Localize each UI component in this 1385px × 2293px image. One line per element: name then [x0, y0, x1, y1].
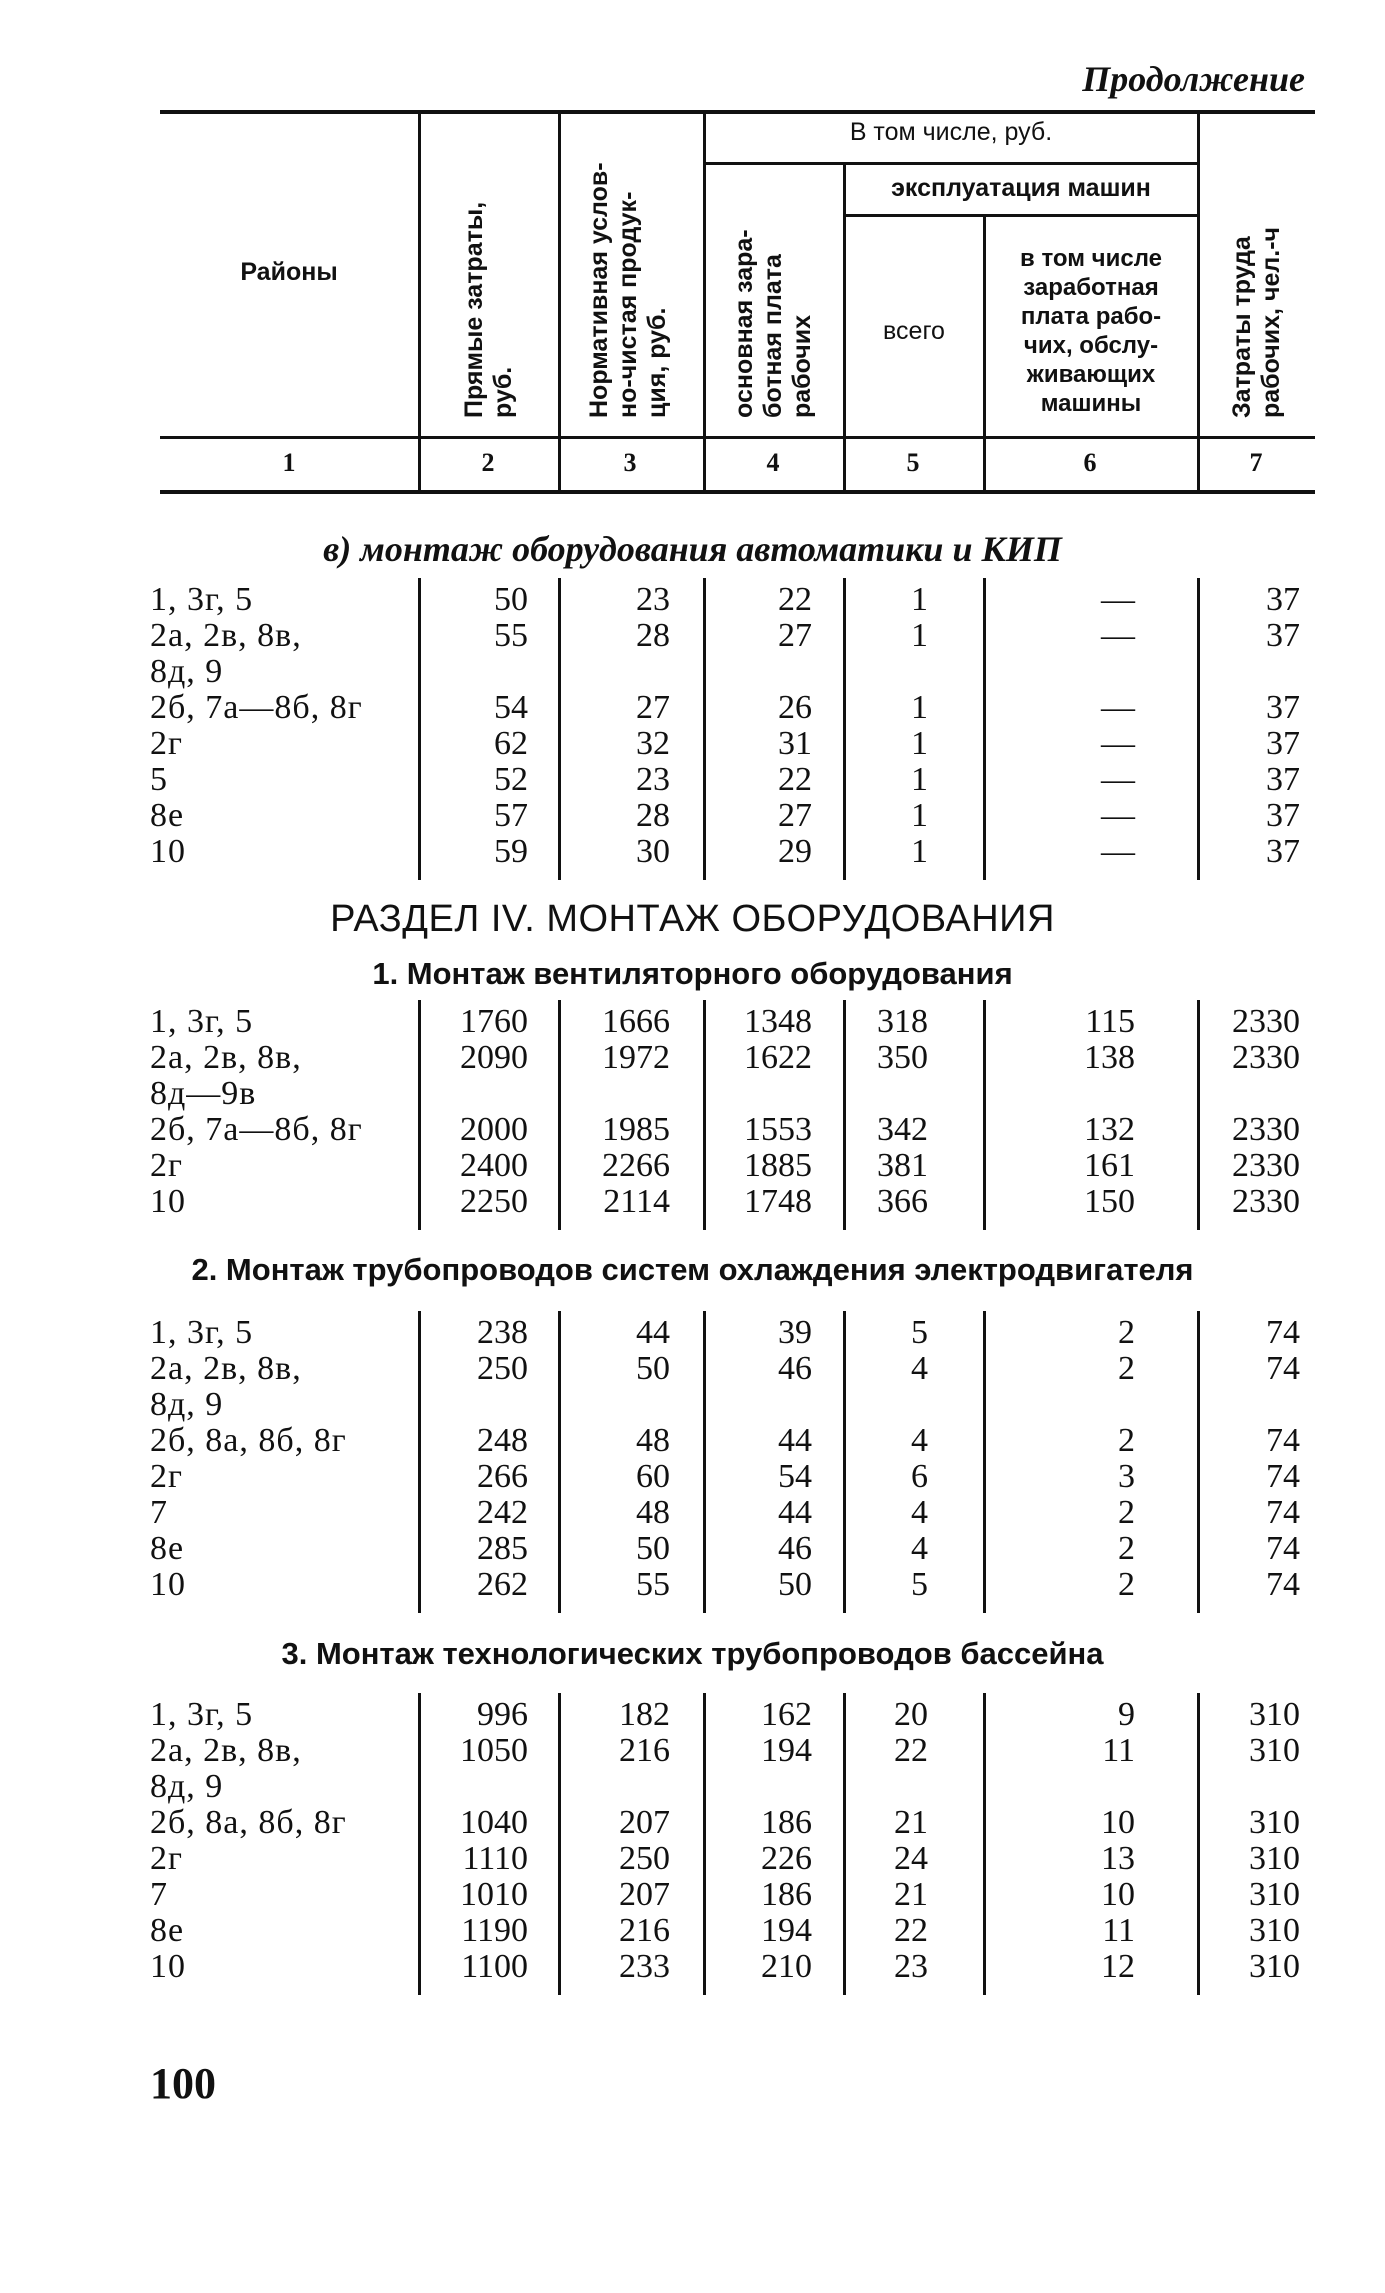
value-cell-col-7: 2330 [1232, 1147, 1300, 1184]
region-cell: 8д, 9 [150, 653, 224, 690]
value-cell-col-2: 50 [494, 581, 528, 618]
value-cell-col-7: 37 [1266, 581, 1300, 618]
value-cell-col-7: 74 [1266, 1350, 1300, 1387]
value-cell-col-4: 1622 [744, 1039, 812, 1076]
region-cell: 5 [150, 761, 168, 798]
value-cell-col-2: 248 [477, 1422, 528, 1459]
value-cell-col-3: 55 [636, 1566, 670, 1603]
value-cell-col-7: 2330 [1232, 1003, 1300, 1040]
table-row [0, 1877, 1385, 1913]
value-cell-col-6: 2 [1118, 1530, 1135, 1567]
value-cell-col-2: 262 [477, 1566, 528, 1603]
machine-op-rule [845, 214, 1197, 217]
value-cell-col-7: 2330 [1232, 1039, 1300, 1076]
column-number-1: 1 [282, 448, 296, 477]
column-number-4: 4 [766, 448, 780, 477]
value-cell-col-3: 60 [636, 1458, 670, 1495]
value-cell-col-5: 4 [911, 1530, 928, 1567]
value-cell-col-6: 161 [1084, 1147, 1135, 1184]
table-row [0, 1567, 1385, 1603]
header-vline-6 [1197, 112, 1200, 490]
region-cell: 2г [150, 725, 183, 762]
header-basic-wages: основная зара- ботная плата рабочих [730, 229, 816, 418]
value-cell-col-5: 1 [911, 761, 928, 798]
value-cell-col-4: 26 [778, 689, 812, 726]
value-cell-col-2: 2090 [460, 1039, 528, 1076]
region-cell: 2а, 2в, 8в, [150, 1732, 302, 1769]
value-cell-col-6: 2 [1118, 1494, 1135, 1531]
section-title-automation: в) монтаж оборудования автоматики и КИП [323, 529, 1062, 569]
section-title-pool-pipes: 3. Монтаж технологических трубопроводов бассейна [281, 1636, 1104, 1671]
region-cell: 8е [150, 1912, 185, 1949]
header-machine-operation: эксплуатация машин [891, 174, 1151, 202]
value-cell-col-6: 132 [1084, 1111, 1135, 1148]
table-row [0, 1423, 1385, 1459]
value-cell-col-3: 32 [636, 725, 670, 762]
region-cell: 2б, 7а—8б, 8г [150, 689, 363, 726]
column-number-7: 7 [1249, 448, 1263, 477]
value-cell-col-2: 1760 [460, 1003, 528, 1040]
value-cell-col-3: 1985 [602, 1111, 670, 1148]
value-cell-col-5: 4 [911, 1494, 928, 1531]
table-row [0, 726, 1385, 762]
section-title-cooling-pipes: 2. Монтаж трубопроводов систем охлаждения электродвигателя [191, 1252, 1194, 1287]
value-cell-col-2: 996 [477, 1696, 528, 1733]
region-cell: 8д, 9 [150, 1768, 224, 1805]
value-cell-col-4: 50 [778, 1566, 812, 1603]
value-cell-col-7: 310 [1249, 1696, 1300, 1733]
value-cell-col-4: 29 [778, 833, 812, 870]
value-cell-col-5: 1 [911, 797, 928, 834]
region-cell: 2г [150, 1458, 183, 1495]
table-row [0, 1913, 1385, 1949]
value-cell-col-3: 2114 [603, 1183, 670, 1220]
value-cell-col-2: 54 [494, 689, 528, 726]
value-cell-col-6: 2 [1118, 1422, 1135, 1459]
page-number: 100 [150, 2059, 216, 2108]
region-cell: 8д, 9 [150, 1386, 224, 1423]
value-cell-col-4: 54 [778, 1458, 812, 1495]
value-cell-col-2: 266 [477, 1458, 528, 1495]
table-row [0, 1495, 1385, 1531]
table-row [0, 834, 1385, 870]
value-cell-col-2: 2250 [460, 1183, 528, 1220]
value-cell-col-4: 27 [778, 617, 812, 654]
region-cell: 10 [150, 1566, 186, 1603]
table-row [0, 1733, 1385, 1769]
value-cell-col-3: 1972 [602, 1039, 670, 1076]
value-cell-col-2: 62 [494, 725, 528, 762]
section-title-ventilation: 1. Монтаж вентиляторного оборудования [372, 956, 1013, 991]
value-cell-col-6: — [1101, 617, 1135, 654]
value-cell-col-7: 310 [1249, 1804, 1300, 1841]
region-cell: 2б, 8а, 8б, 8г [150, 1422, 347, 1459]
value-cell-col-4: 44 [778, 1422, 812, 1459]
value-cell-col-6: — [1101, 833, 1135, 870]
column-number-3: 3 [623, 448, 637, 477]
value-cell-col-6: — [1101, 725, 1135, 762]
header-direct-costs: Прямые затраты, руб. [460, 201, 517, 418]
value-cell-col-7: 74 [1266, 1494, 1300, 1531]
value-cell-col-2: 1110 [462, 1840, 528, 1877]
value-cell-col-2: 242 [477, 1494, 528, 1531]
value-cell-col-5: 350 [877, 1039, 928, 1076]
table-row [0, 1531, 1385, 1567]
header-vline-2 [558, 112, 561, 490]
region-cell: 8е [150, 797, 185, 834]
value-cell-col-4: 22 [778, 581, 812, 618]
table-row [0, 1769, 1385, 1805]
column-number-5: 5 [906, 448, 920, 477]
header-regions: Районы [240, 258, 338, 286]
value-cell-col-5: 6 [911, 1458, 928, 1495]
value-cell-col-3: 2266 [602, 1147, 670, 1184]
value-cell-col-5: 381 [877, 1147, 928, 1184]
value-cell-col-5: 21 [894, 1876, 928, 1913]
value-cell-col-7: 74 [1266, 1458, 1300, 1495]
value-cell-col-6: 2 [1118, 1314, 1135, 1351]
value-cell-col-3: 23 [636, 761, 670, 798]
value-cell-col-3: 50 [636, 1530, 670, 1567]
table-row [0, 654, 1385, 690]
header-top-rule [160, 110, 1315, 114]
table-row [0, 1112, 1385, 1148]
value-cell-col-5: 20 [894, 1696, 928, 1733]
value-cell-col-4: 186 [761, 1876, 812, 1913]
header-vline-3 [703, 112, 706, 490]
value-cell-col-5: 4 [911, 1422, 928, 1459]
value-cell-col-4: 210 [761, 1948, 812, 1985]
value-cell-col-5: 1 [911, 833, 928, 870]
value-cell-col-2: 1100 [461, 1948, 528, 1985]
value-cell-col-3: 28 [636, 617, 670, 654]
value-cell-col-4: 1348 [744, 1003, 812, 1040]
value-cell-col-6: — [1101, 761, 1135, 798]
value-cell-col-6: 3 [1118, 1458, 1135, 1495]
table-row [0, 1351, 1385, 1387]
value-cell-col-4: 1553 [744, 1111, 812, 1148]
value-cell-col-3: 28 [636, 797, 670, 834]
region-cell: 1, 3г, 5 [150, 1003, 254, 1040]
value-cell-col-5: 22 [894, 1912, 928, 1949]
value-cell-col-6: 11 [1102, 1732, 1135, 1769]
region-cell: 7 [150, 1876, 168, 1913]
including-rule [705, 162, 1197, 165]
value-cell-col-5: 24 [894, 1840, 928, 1877]
value-cell-col-7: 310 [1249, 1912, 1300, 1949]
table-row [0, 1004, 1385, 1040]
table-row [0, 798, 1385, 834]
table-row [0, 1148, 1385, 1184]
value-cell-col-4: 194 [761, 1912, 812, 1949]
value-cell-col-4: 194 [761, 1732, 812, 1769]
value-cell-col-6: 150 [1084, 1183, 1135, 1220]
table-row [0, 762, 1385, 798]
value-cell-col-2: 250 [477, 1350, 528, 1387]
header-including-wages-operators: в том числе заработная плата рабо-чих, обслу-живающих машины [1020, 245, 1162, 417]
table-row [0, 1184, 1385, 1220]
header-normative-net-output: Нормативная услов- но-чистая продук- ция, руб. [585, 162, 671, 418]
value-cell-col-3: 207 [619, 1876, 670, 1913]
value-cell-col-2: 1010 [460, 1876, 528, 1913]
table-row [0, 1697, 1385, 1733]
table-row [0, 1459, 1385, 1495]
region-cell: 10 [150, 1183, 186, 1220]
value-cell-col-6: 10 [1101, 1876, 1135, 1913]
value-cell-col-2: 59 [494, 833, 528, 870]
value-cell-col-5: 1 [911, 689, 928, 726]
region-cell: 8д—9в [150, 1075, 257, 1112]
region-cell: 1, 3г, 5 [150, 1314, 254, 1351]
value-cell-col-2: 238 [477, 1314, 528, 1351]
column-number-2: 2 [481, 448, 495, 477]
value-cell-col-3: 216 [619, 1732, 670, 1769]
column-number-6: 6 [1083, 448, 1097, 477]
region-cell: 2а, 2в, 8в, [150, 617, 302, 654]
value-cell-col-5: 5 [911, 1566, 928, 1603]
value-cell-col-3: 48 [636, 1422, 670, 1459]
value-cell-col-5: 1 [911, 617, 928, 654]
value-cell-col-4: 226 [761, 1840, 812, 1877]
value-cell-col-4: 39 [778, 1314, 812, 1351]
value-cell-col-5: 22 [894, 1732, 928, 1769]
value-cell-col-4: 31 [778, 725, 812, 762]
value-cell-col-7: 37 [1266, 761, 1300, 798]
region-cell: 10 [150, 833, 186, 870]
value-cell-col-2: 1190 [461, 1912, 528, 1949]
value-cell-col-4: 46 [778, 1530, 812, 1567]
table-row [0, 690, 1385, 726]
table-row [0, 1076, 1385, 1112]
value-cell-col-7: 2330 [1232, 1183, 1300, 1220]
value-cell-col-3: 1666 [602, 1003, 670, 1040]
value-cell-col-3: 48 [636, 1494, 670, 1531]
value-cell-col-3: 233 [619, 1948, 670, 1985]
region-cell: 7 [150, 1494, 168, 1531]
value-cell-col-7: 74 [1266, 1530, 1300, 1567]
value-cell-col-7: 74 [1266, 1422, 1300, 1459]
continuation-label: Продолжение [1082, 59, 1305, 99]
value-cell-col-4: 44 [778, 1494, 812, 1531]
value-cell-col-7: 74 [1266, 1314, 1300, 1351]
region-cell: 2а, 2в, 8в, [150, 1039, 302, 1076]
value-cell-col-4: 1748 [744, 1183, 812, 1220]
value-cell-col-6: — [1101, 581, 1135, 618]
region-cell: 10 [150, 1948, 186, 1985]
value-cell-col-6: — [1101, 797, 1135, 834]
value-cell-col-4: 1885 [744, 1147, 812, 1184]
value-cell-col-7: 37 [1266, 833, 1300, 870]
value-cell-col-5: 21 [894, 1804, 928, 1841]
value-cell-col-7: 310 [1249, 1876, 1300, 1913]
region-cell: 2г [150, 1147, 183, 1184]
value-cell-col-2: 2000 [460, 1111, 528, 1148]
value-cell-col-2: 55 [494, 617, 528, 654]
value-cell-col-7: 37 [1266, 797, 1300, 834]
value-cell-col-2: 57 [494, 797, 528, 834]
region-cell: 8е [150, 1530, 185, 1567]
header-labor-costs: Затраты труда рабочих, чел.-ч [1228, 226, 1285, 418]
value-cell-col-5: 1 [911, 725, 928, 762]
value-cell-col-3: 50 [636, 1350, 670, 1387]
table-row [0, 1841, 1385, 1877]
region-cell: 1, 3г, 5 [150, 1696, 254, 1733]
value-cell-col-5: 342 [877, 1111, 928, 1148]
value-cell-col-6: 2 [1118, 1566, 1135, 1603]
value-cell-col-4: 186 [761, 1804, 812, 1841]
value-cell-col-3: 207 [619, 1804, 670, 1841]
value-cell-col-7: 37 [1266, 689, 1300, 726]
value-cell-col-3: 250 [619, 1840, 670, 1877]
value-cell-col-4: 22 [778, 761, 812, 798]
value-cell-col-5: 4 [911, 1350, 928, 1387]
value-cell-col-2: 2400 [460, 1147, 528, 1184]
table-row [0, 1387, 1385, 1423]
region-cell: 2г [150, 1840, 183, 1877]
value-cell-col-6: 12 [1101, 1948, 1135, 1985]
value-cell-col-2: 285 [477, 1530, 528, 1567]
table-row [0, 1805, 1385, 1841]
region-cell: 2а, 2в, 8в, [150, 1350, 302, 1387]
header-total: всего [883, 317, 945, 345]
value-cell-col-2: 52 [494, 761, 528, 798]
value-cell-col-7: 2330 [1232, 1111, 1300, 1148]
value-cell-col-3: 23 [636, 581, 670, 618]
value-cell-col-5: 1 [911, 581, 928, 618]
value-cell-col-6: — [1101, 689, 1135, 726]
value-cell-col-7: 310 [1249, 1948, 1300, 1985]
part-title: РАЗДЕЛ IV. МОНТАЖ ОБОРУДОВАНИЯ [330, 898, 1055, 940]
header-bottom-rule [160, 436, 1315, 439]
value-cell-col-6: 9 [1118, 1696, 1135, 1733]
value-cell-col-3: 216 [619, 1912, 670, 1949]
value-cell-col-6: 13 [1101, 1840, 1135, 1877]
value-cell-col-7: 310 [1249, 1732, 1300, 1769]
table-row [0, 618, 1385, 654]
value-cell-col-4: 46 [778, 1350, 812, 1387]
region-cell: 2б, 8а, 8б, 8г [150, 1804, 347, 1841]
value-cell-col-3: 27 [636, 689, 670, 726]
column-number-rule [160, 490, 1315, 494]
table-row [0, 1949, 1385, 1985]
value-cell-col-3: 44 [636, 1314, 670, 1351]
value-cell-col-4: 162 [761, 1696, 812, 1733]
value-cell-col-6: 115 [1085, 1003, 1135, 1040]
value-cell-col-7: 310 [1249, 1840, 1300, 1877]
value-cell-col-5: 318 [877, 1003, 928, 1040]
value-cell-col-6: 2 [1118, 1350, 1135, 1387]
table-row [0, 1040, 1385, 1076]
table-row [0, 582, 1385, 618]
header-vline-1 [418, 112, 421, 490]
header-including-rub: В том числе, руб. [849, 118, 1053, 146]
value-cell-col-6: 11 [1102, 1912, 1135, 1949]
value-cell-col-2: 1050 [460, 1732, 528, 1769]
value-cell-col-5: 366 [877, 1183, 928, 1220]
value-cell-col-5: 23 [894, 1948, 928, 1985]
value-cell-col-6: 138 [1084, 1039, 1135, 1076]
header-vline-5 [983, 216, 986, 490]
value-cell-col-4: 27 [778, 797, 812, 834]
table-row [0, 1315, 1385, 1351]
value-cell-col-3: 30 [636, 833, 670, 870]
value-cell-col-2: 1040 [460, 1804, 528, 1841]
region-cell: 1, 3г, 5 [150, 581, 254, 618]
value-cell-col-7: 37 [1266, 617, 1300, 654]
region-cell: 2б, 7а—8б, 8г [150, 1111, 363, 1148]
value-cell-col-3: 182 [619, 1696, 670, 1733]
value-cell-col-7: 37 [1266, 725, 1300, 762]
value-cell-col-6: 10 [1101, 1804, 1135, 1841]
value-cell-col-7: 74 [1266, 1566, 1300, 1603]
value-cell-col-5: 5 [911, 1314, 928, 1351]
